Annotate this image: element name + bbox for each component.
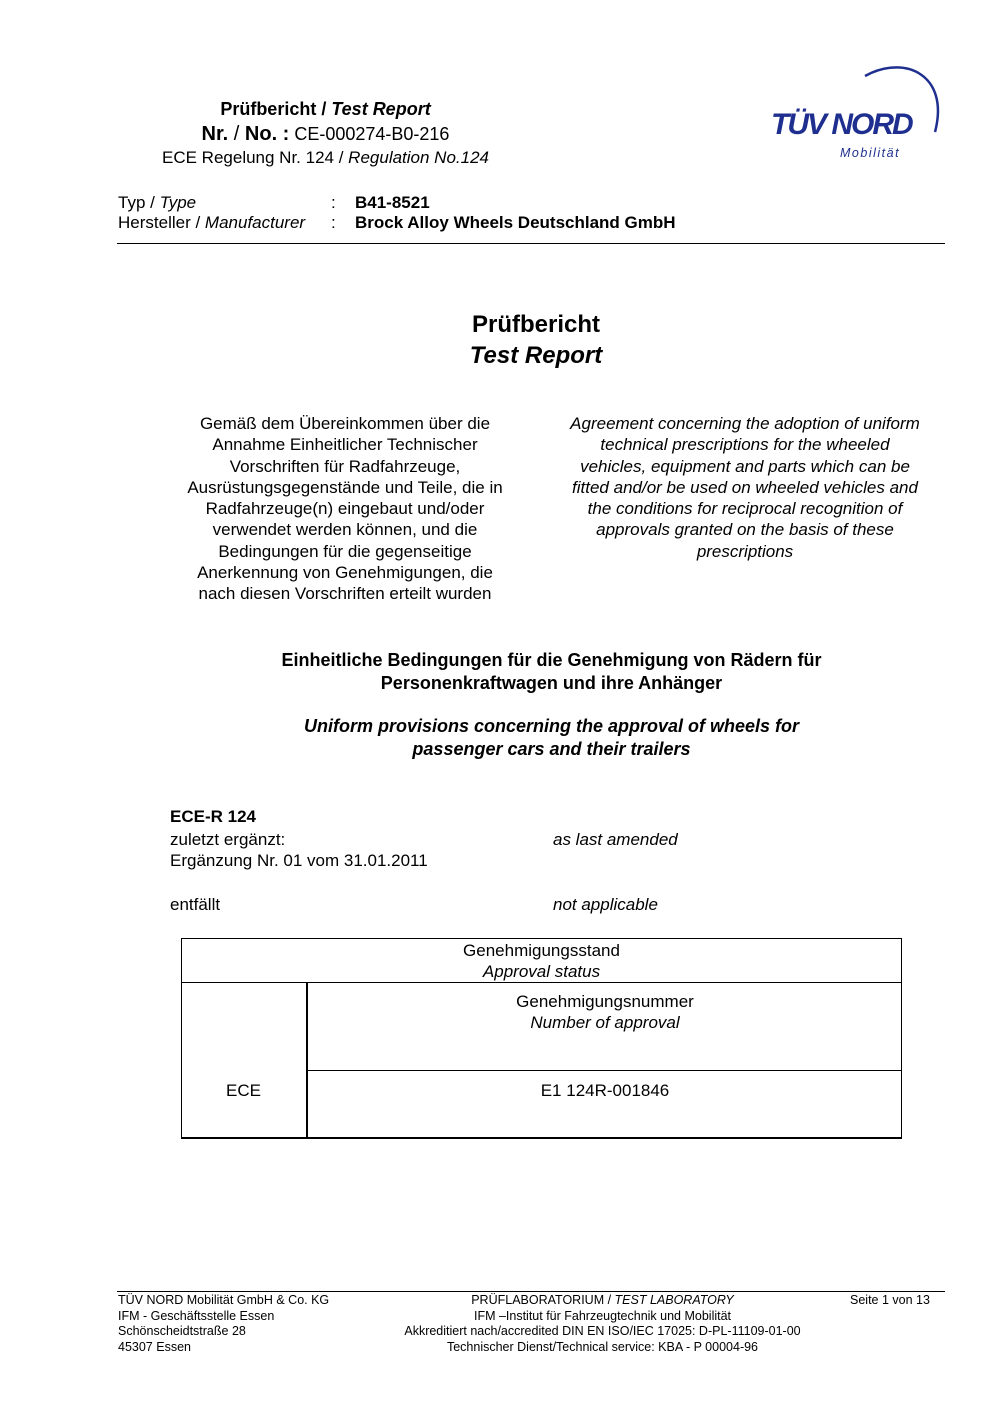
separator: / xyxy=(316,99,332,119)
subject-en-line: passenger cars and their trailers xyxy=(412,739,691,759)
report-number-label-de: Nr. xyxy=(201,123,229,145)
colon: : xyxy=(331,213,336,232)
subject-de-line: Personenkraftwagen und ihre Anhänger xyxy=(380,673,723,693)
report-number xyxy=(118,123,533,146)
manufacturer-label-en: Manufacturer xyxy=(204,213,306,232)
agreement-de-line: Ausrüstungsgegenstände und Teile, die in xyxy=(187,477,503,497)
type-label-en: Type xyxy=(159,193,197,212)
table-header-en: Approval status xyxy=(482,962,601,981)
row-label: ECE xyxy=(226,1081,261,1100)
separator: / xyxy=(334,148,349,167)
table-divider xyxy=(181,982,902,983)
agreement-de-line: Bedingungen für die gegenseitige xyxy=(218,541,472,561)
agreement-en-line: Agreement concerning the adoption of uniform xyxy=(570,414,920,433)
agreement-de-line: Annahme Einheitlicher Technischer xyxy=(212,435,478,455)
agreement-de-line: Gemäß dem Übereinkommen über die xyxy=(199,414,491,433)
agreement-en-line: vehicles, equipment and parts which can be xyxy=(580,456,910,476)
table-border-bottom xyxy=(181,1137,902,1139)
column-header-de: Genehmigungsnummer xyxy=(516,992,694,1011)
agreement-de-line: nach diesen Vorschriften erteilt wurden xyxy=(198,584,492,604)
tuv-nord-logo xyxy=(765,60,945,170)
report-header-title xyxy=(118,99,533,120)
footer-left-line: IFM - Geschäftsstelle Essen xyxy=(118,1308,275,1323)
header-divider xyxy=(117,243,945,244)
table-header-de: Genehmigungsstand xyxy=(463,941,620,960)
logo-brand-text: TÜV NORD xyxy=(771,108,912,141)
agreement-en-line: fitted and/or be used on wheeled vehicles and xyxy=(572,477,918,497)
footer-lab-title xyxy=(370,1293,835,1309)
logo-sub-text: Mobilität xyxy=(840,146,901,160)
report-title-en: Test Report xyxy=(331,99,431,119)
regulation-en: Regulation No.124 xyxy=(348,148,489,167)
amended-label-en: as last amended xyxy=(553,830,678,849)
subject-en xyxy=(200,715,903,761)
table-border-top xyxy=(181,938,902,939)
table-divider xyxy=(306,1070,902,1071)
colon: : xyxy=(331,193,336,212)
approval-number: E1 124R-001846 xyxy=(540,1081,670,1100)
footer-center-line: Technischer Dienst/Technical service: KBA - P 00004-96 xyxy=(446,1339,759,1354)
agreement-de-line: Vorschriften für Radfahrzeuge, xyxy=(229,456,461,476)
agreement-de-line: verwendet werden können, und die xyxy=(212,520,478,540)
manufacturer-value: Brock Alloy Wheels Deutschland GmbH xyxy=(355,213,676,232)
separator: / xyxy=(145,193,160,212)
approval-status-table xyxy=(181,938,902,1138)
page-title-en: Test Report xyxy=(469,342,603,369)
not-applicable-en: not applicable xyxy=(553,895,658,914)
agreement-en-line: prescriptions xyxy=(696,541,794,561)
type-value: B41-8521 xyxy=(355,193,430,212)
footer-center-line: IFM –Institut für Fahrzeugtechnik und Mobilität xyxy=(473,1308,732,1323)
report-number-value: CE-000274-B0-216 xyxy=(289,124,450,144)
subject-de-line: Einheitliche Bedingungen für die Genehmigung von Rädern für xyxy=(281,650,822,670)
type-label xyxy=(118,193,328,213)
amended-label-de: zuletzt ergänzt: xyxy=(170,830,286,849)
footer-left-line: TÜV NORD Mobilität GmbH & Co. KG xyxy=(118,1293,330,1307)
agreement-en-line: the conditions for reciprocal recognition of xyxy=(587,499,903,519)
footer-lab-de: PRÜFLABORATORIUM xyxy=(471,1293,605,1307)
supplement-text: Ergänzung Nr. 01 vom 31.01.2011 xyxy=(170,851,428,870)
agreement-en-line: technical prescriptions for the wheeled xyxy=(600,435,890,455)
subject-de xyxy=(200,649,903,695)
type-label-de: Typ xyxy=(118,193,146,212)
agreement-de xyxy=(160,413,530,605)
page-number: Seite 1 von 13 xyxy=(850,1293,930,1307)
page-title-de: Prüfbericht xyxy=(471,311,600,338)
footer-center-line: Akkreditiert nach/accredited DIN EN ISO/IEC 17025: D-PL-11109-01-00 xyxy=(404,1324,801,1338)
separator: / xyxy=(190,213,205,232)
regulation-line xyxy=(118,148,533,168)
column-header-en: Number of approval xyxy=(530,1013,680,1032)
footer-lab-en: TEST LABORATORY xyxy=(614,1293,734,1307)
footer-laboratory xyxy=(370,1293,835,1355)
report-title-de: Prüfbericht xyxy=(220,99,317,119)
agreement-de-line: Radfahrzeuge(n) eingebaut und/oder xyxy=(205,499,485,519)
regulation-code: ECE-R 124 xyxy=(170,807,256,826)
footer-company xyxy=(118,1293,329,1355)
not-applicable-de: entfällt xyxy=(170,895,221,914)
separator: / xyxy=(604,1293,615,1307)
footer-left-line: Schönscheidtstraße 28 xyxy=(118,1324,246,1338)
regulation-de: ECE Regelung Nr. 124 xyxy=(162,148,334,167)
report-number-label-en: No. : xyxy=(244,123,290,145)
footer-left-line: 45307 Essen xyxy=(118,1339,191,1354)
subject-en-line: Uniform provisions concerning the approval of wheels for xyxy=(303,716,800,736)
agreement-en xyxy=(545,413,945,562)
manufacturer-label xyxy=(118,213,328,233)
footer-divider xyxy=(117,1291,945,1292)
manufacturer-label-de: Hersteller xyxy=(118,213,191,232)
agreement-en-line: approvals granted on the basis of these xyxy=(596,520,894,540)
separator: / xyxy=(228,123,245,145)
agreement-de-line: Anerkennung von Genehmigungen, die xyxy=(197,563,493,583)
